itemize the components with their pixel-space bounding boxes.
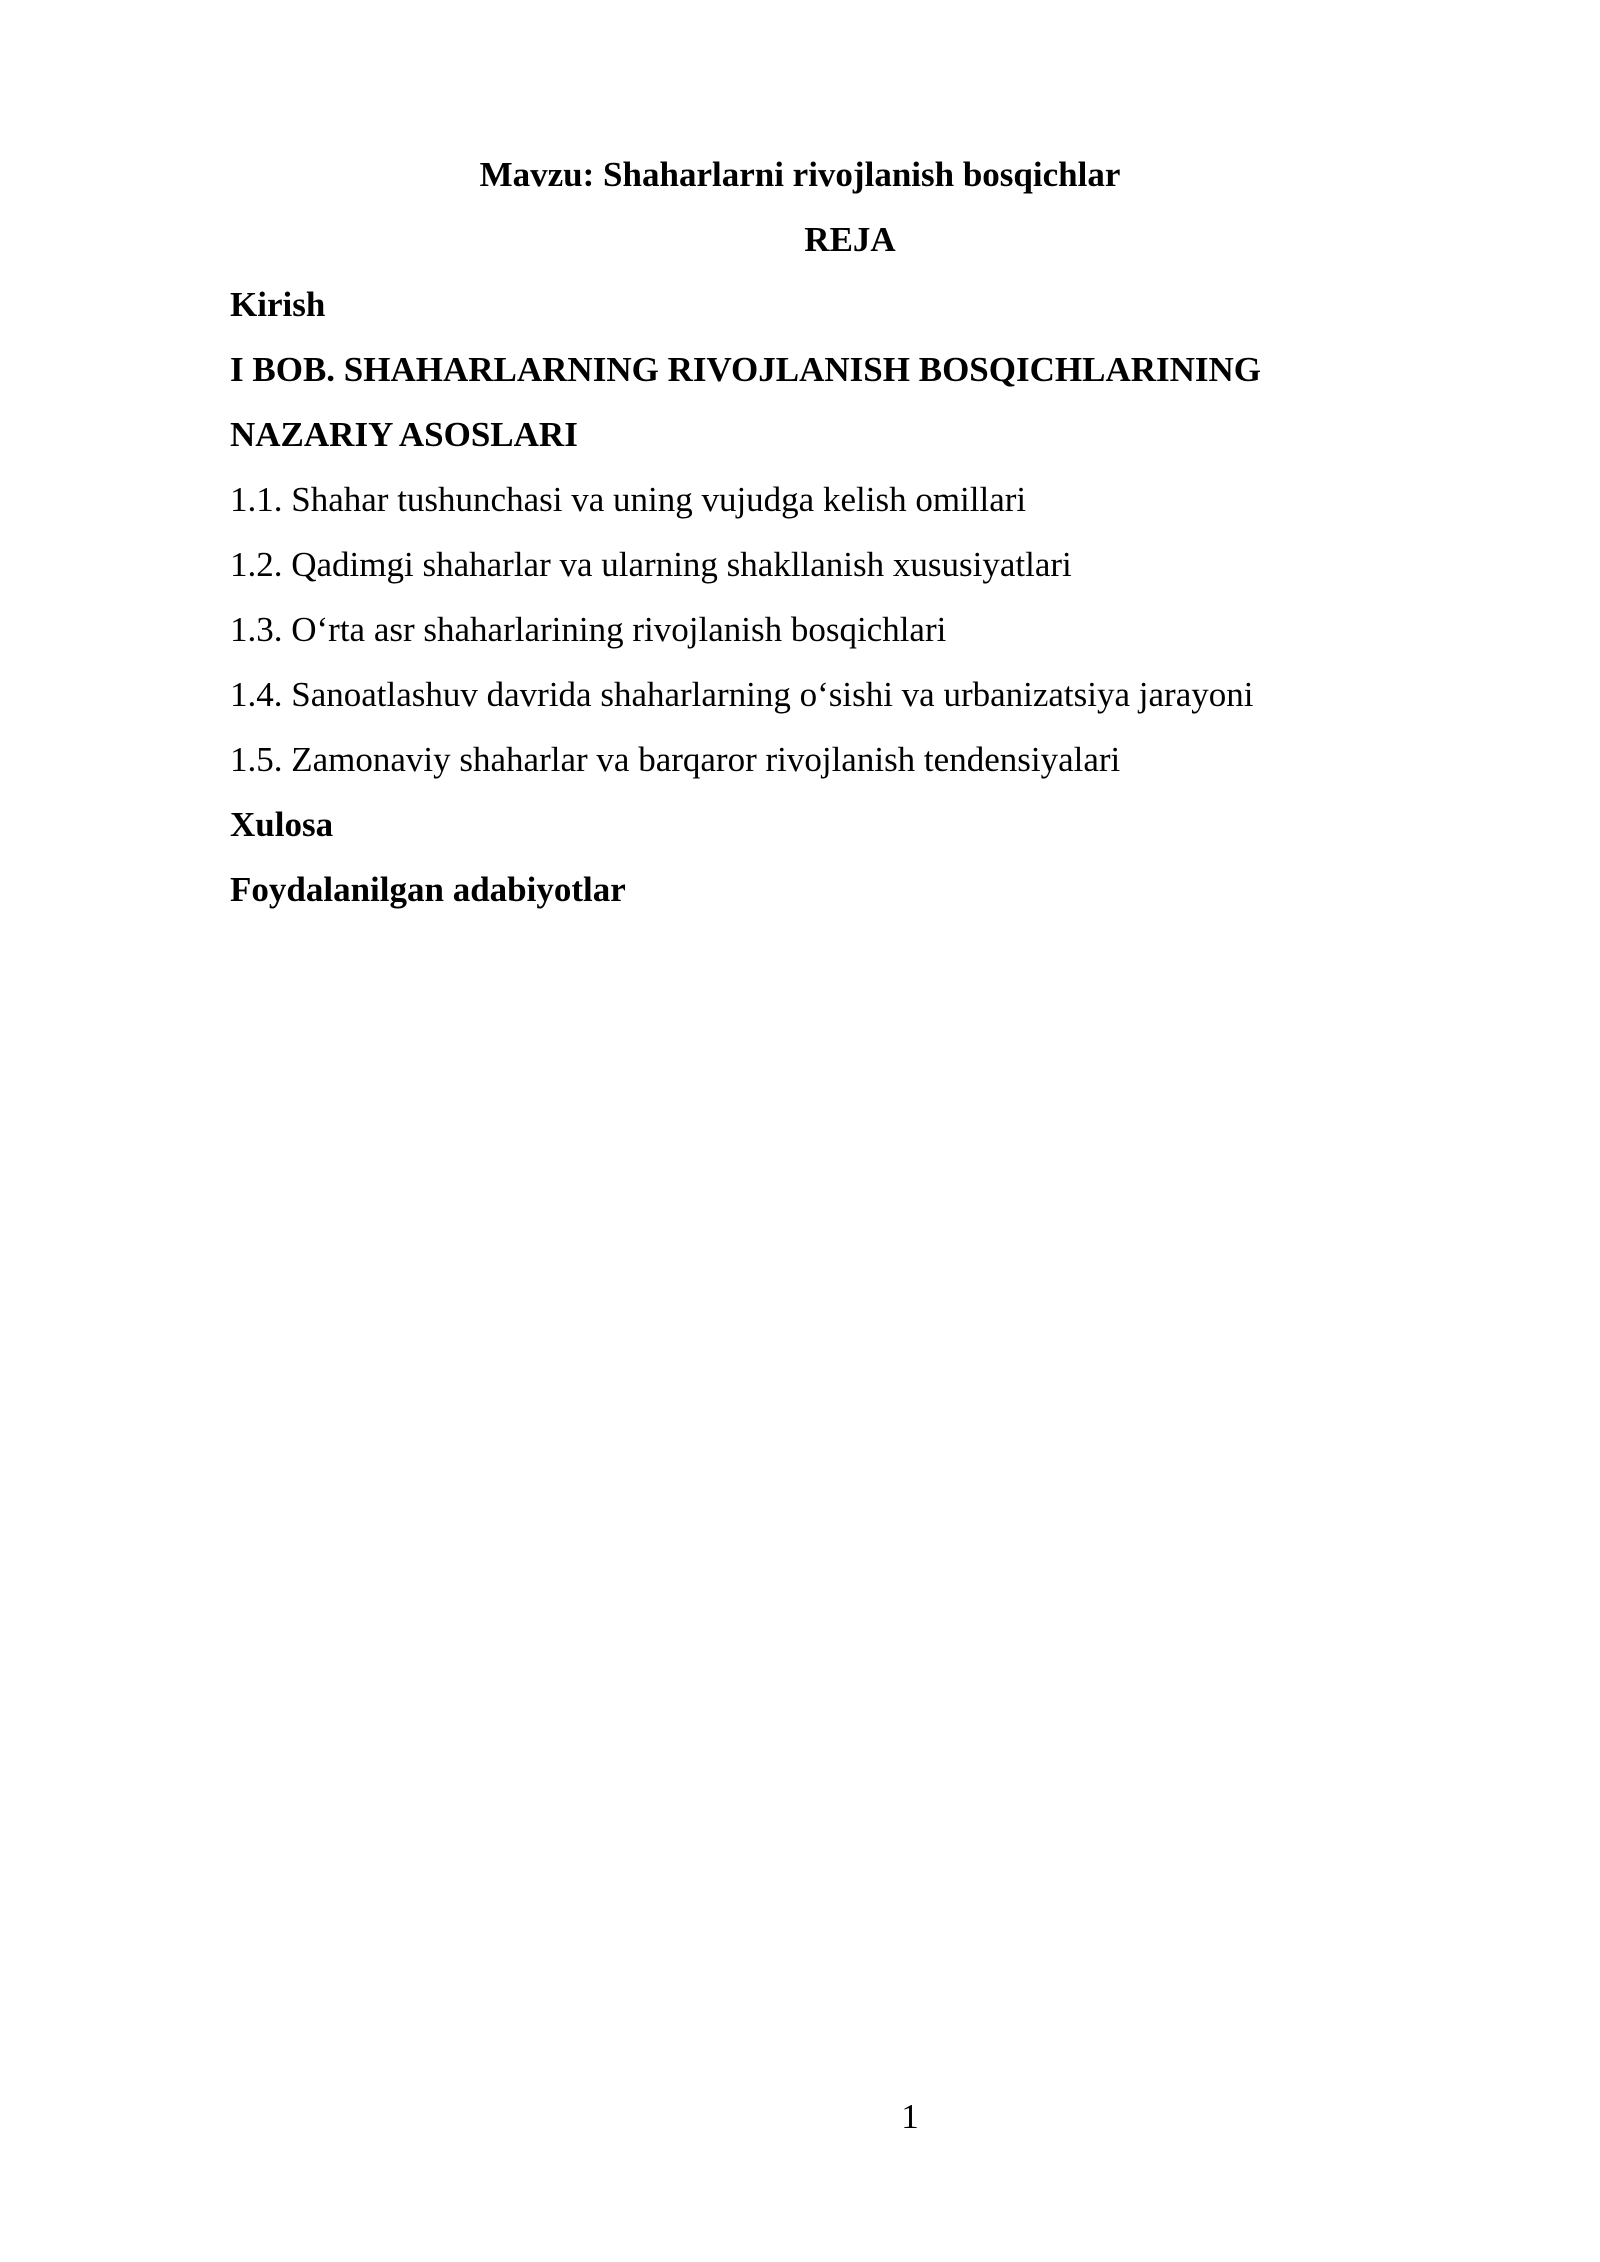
page-title: Mavzu: Shaharlarni rivojlanish bosqichlar (479, 155, 1121, 194)
toc-chapter-title-line1: I BOB. SHAHARLARNING RIVOJLANISH BOSQICHLARINING (230, 350, 1262, 389)
toc-chapter-title-line2: NAZARIY ASOSLARI (230, 415, 578, 454)
page-number: 1 (901, 2097, 919, 2136)
toc-section-1-3: 1.3. O‘rta asr shaharlarining rivojlanish bosqichlari (230, 610, 947, 649)
toc-item-intro: Kirish (230, 285, 326, 324)
toc-section-1-1: 1.1. Shahar tushunchasi va uning vujudga kelish omillari (230, 480, 1027, 519)
toc-item-conclusion: Xulosa (230, 805, 334, 844)
toc-section-1-5: 1.5. Zamonaviy shaharlar va barqaror rivojlanish tendensiyalari (230, 740, 1121, 779)
plan-heading: REJA (804, 220, 896, 259)
toc-section-1-2: 1.2. Qadimgi shaharlar va ularning shakllanish xususiyatlari (230, 545, 1072, 584)
toc-section-1-4: 1.4. Sanoatlashuv davrida shaharlarning o‘sishi va urbanizatsiya jarayoni (230, 675, 1254, 714)
toc-item-references: Foydalanilgan adabiyotlar (230, 870, 626, 909)
